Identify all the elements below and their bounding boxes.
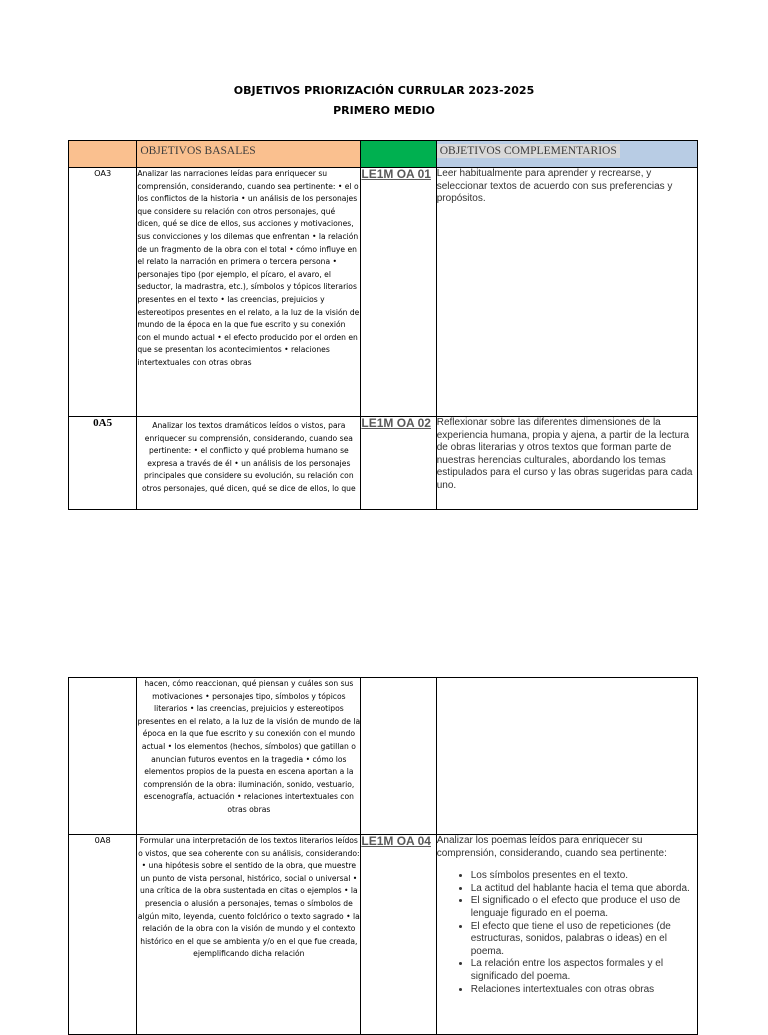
- objective-code: [69, 678, 137, 835]
- list-item: • La relación entre los aspectos formales y el significado del poema.: [471, 958, 697, 983]
- objectives-table-page1: [68, 140, 698, 510]
- table-row: [69, 678, 698, 835]
- complementary-objective-cell: [436, 835, 697, 1035]
- objective-code: OA3: [69, 168, 137, 417]
- table-row: [69, 417, 698, 510]
- complementary-objective-text: Leer habitualmente para aprender y recrearse, y seleccionar textos de acuerdo con sus preferencias y propósitos.: [436, 168, 697, 417]
- complementary-objective-code: [361, 678, 436, 835]
- complementary-objective-text: Reflexionar sobre las diferentes dimensiones de la experiencia humana, propia y ajena, a partir de la lectura de obras literarias y otros textos que forman parte de nuestras herencias culturales, abordando los temas estipulados para el curso y las obras sugeridas para cada uno.: [436, 417, 697, 510]
- list-item: • El significado o el efecto que produce el uso de lenguaje figurado en el poema.: [471, 895, 697, 920]
- header-complementarios-cell: [436, 141, 697, 168]
- header-basales-cell: [137, 141, 361, 168]
- basal-objective-text: Analizar los textos dramáticos leídos o vistos, para enriquecer su comprensión, considerando, cuando sea pertinente: • el conflicto y qué problema humano se expresa a través de él • un análisis de los personajes principales que considere su evolución, su relación con otros personajes, qué dicen, qué se dice de ellos, lo que: [142, 421, 356, 493]
- document-title: OBJETIVOS PRIORIZACIÓN CURRULAR 2023-2025: [233, 84, 535, 97]
- list-item: • La actitud del hablante hacia el tema que aborda.: [471, 883, 697, 896]
- complementary-objective-code: LE1M OA 02: [361, 417, 436, 510]
- header-complementarios-label: OBJETIVOS COMPLEMENTARIOS: [437, 144, 620, 158]
- complementary-objective-text: [436, 678, 697, 835]
- basal-objective-text: hacen, cómo reaccionan, qué piensan y cuáles son sus motivaciones • personajes tipo, símbolos y tópicos literarios • las creencias, prejuicios y estereotipos presentes en el relato, a la luz de la visión de mundo de la época en la que fue escrito y su conexión con el mundo actual • los elementos (hechos, símbolos) que gatillan o anuncian futuros eventos en la tragedia • cómo los elementos propios de la puesta en escena aportan a la comprensión de la obra: iluminación, sonido, vestuario, escenografía, actuación • relaciones intertextuales con otras obras: [137, 678, 361, 835]
- header-empty-cell: [69, 141, 137, 168]
- complementary-objective-code: LE1M OA 01: [361, 168, 436, 417]
- table-row: [69, 168, 698, 417]
- table-header-row: [69, 141, 698, 168]
- header-basales-label: OBJETIVOS BASALES: [140, 145, 256, 157]
- basal-objective-text: Analizar las narraciones leídas para enriquecer su comprensión, considerando, cuando sea pertinente: • el o los conflictos de la historia • un análisis de los personajes que considere su relación con otros personajes, qué dicen, qué se dice de ellos, sus acciones y motivaciones, sus convicciones y los dilemas que enfrentan • la relación de un fragmento de la obra con el total • cómo influye en el relato la narración en primera o tercera persona • personajes tipo (por ejemplo, el pícaro, el avaro, el seductor, la madrastra, etc.), símbolos y tópicos literarios presentes en el texto • las creencias, prejuicios y estereotipos presentes en el relato, a la luz de la visión de mundo de la época en la que fue escrito y su conexión con el mundo actual • el efecto producido por el orden en que se presentan los acontecimientos • relaciones intertextuales con otras obras: [137, 168, 361, 417]
- list-item: • Relaciones intertextuales con otras obras: [471, 984, 697, 997]
- complementary-objective-text: Analizar los poemas leídos para enriquecer su comprensión, considerando, cuando sea pertinente:: [436, 835, 667, 859]
- basal-objective-text: Formular una interpretación de los textos literarios leídos o vistos, que sea coherente con su análisis, considerando: • una hipótesis sobre el sentido de la obra, que muestre un punto de vista personal, histórico, social o universal • una crítica de la obra sustentada en citas o ejemplos • la presencia o alusión a personajes, temas o símbolos de algún mito, leyenda, cuento folclórico o texto sagrado • la relación de la obra con la visión de mundo y el contexto histórico en el que se ambienta y/o en el que fue creada, ejemplificando dicha relación: [137, 835, 361, 1035]
- table-row: [69, 835, 698, 1035]
- list-item: • Los símbolos presentes en el texto.: [471, 870, 697, 883]
- list-item: • El efecto que tiene el uso de repeticiones (de estructuras, sonidos, palabras o ideas) en el poema.: [471, 921, 697, 959]
- objectives-table-page2: [68, 677, 698, 1035]
- document-subtitle: PRIMERO MEDIO: [333, 104, 435, 117]
- complementary-objective-code: LE1M OA 04: [361, 835, 436, 1035]
- basal-objective-cell: [137, 417, 361, 510]
- header-green-cell: [361, 141, 436, 168]
- objective-code: 0A8: [69, 835, 137, 1035]
- objective-code: 0A5: [69, 417, 137, 510]
- complementary-objective-list: [437, 870, 697, 996]
